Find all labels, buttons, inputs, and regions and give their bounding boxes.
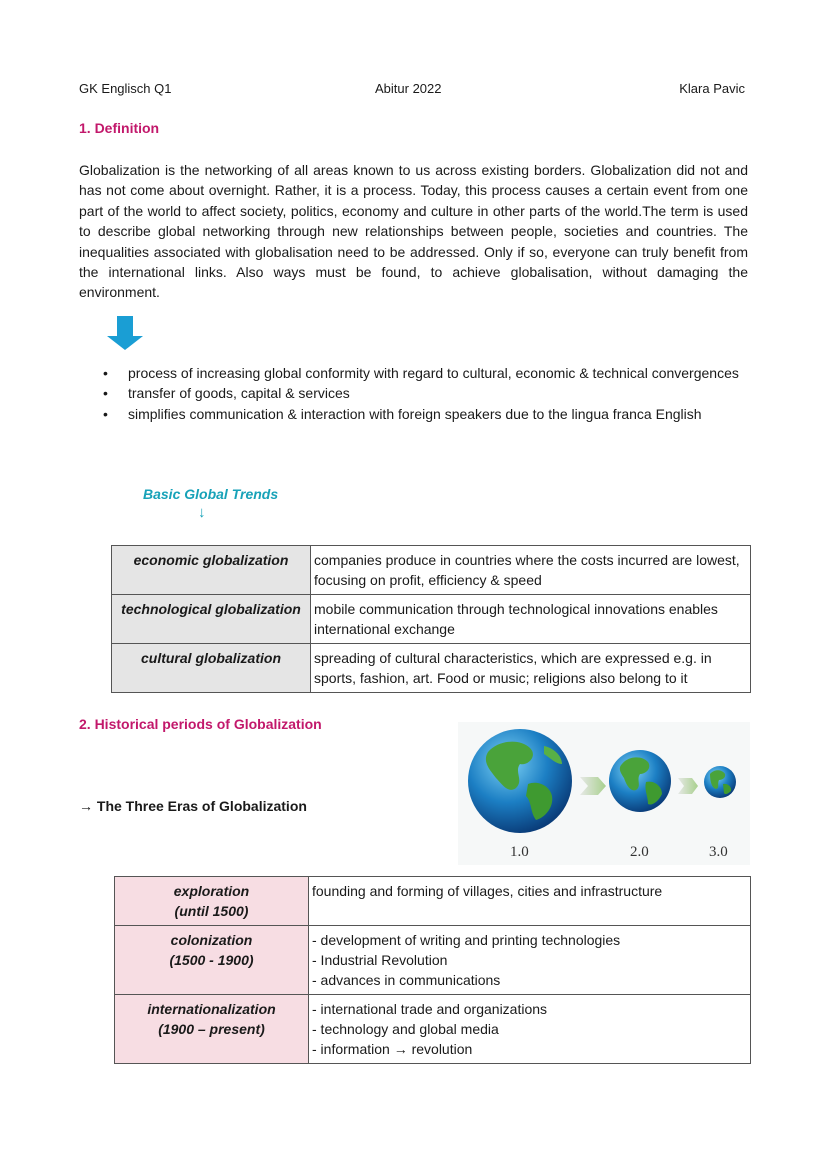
trend-key: technological globalization [112, 595, 311, 644]
era-line: - Industrial Revolution [312, 952, 448, 968]
arrow-down-icon: ↓ [198, 504, 206, 521]
definition-bullet-list [100, 363, 748, 424]
bullet-item [100, 404, 748, 424]
era-line: founding and forming of villages, cities and infrastructure [312, 883, 663, 899]
bullet-glyph: • [103, 405, 108, 422]
trend-value: spreading of cultural characteristics, which are expressed e.g. in sports, fashion, art. Food or music; religions also belong to it [311, 644, 751, 693]
bullet-text: process of increasing global conformity with regard to cultural, economic & technical convergences [128, 365, 739, 381]
trend-key: economic globalization [112, 546, 311, 595]
era-line: - advances in communications [312, 972, 501, 988]
era-line: - technology and global media [312, 1021, 499, 1037]
bullet-item [100, 363, 748, 383]
globe-icons [458, 722, 750, 865]
bullet-text: transfer of goods, capital & services [128, 385, 350, 402]
chevron-right-icon [678, 778, 698, 794]
globe-label: 2.0 [630, 844, 649, 860]
trend-value: companies produce in countries where the costs incurred are lowest, focusing on profit, efficiency & speed [311, 546, 751, 595]
era-period: (1900 – present) [158, 1021, 265, 1037]
eras-label: → The Three Eras of Globalization [79, 798, 307, 814]
era-line: - development of writing and printing technologies [312, 932, 621, 948]
era-name: exploration [173, 883, 250, 899]
globe-label: 1.0 [510, 844, 529, 860]
table-row [115, 995, 751, 1064]
header-author: Klara Pavic [679, 81, 745, 96]
bullet-glyph: • [103, 365, 108, 381]
section-title-history: 2. Historical periods of Globalization [79, 716, 322, 732]
trends-label: Basic Global Trends [143, 486, 279, 502]
trend-key: cultural globalization [112, 644, 311, 693]
globe-small-icon [704, 766, 736, 798]
chevron-right-icon [580, 777, 606, 795]
section-title-definition: 1. Definition [79, 120, 160, 136]
era-description [309, 877, 751, 926]
era-period: (1500 - 1900) [169, 952, 254, 968]
globes-illustration [458, 722, 750, 865]
trend-value: mobile communication through technological innovations enables international exchange [311, 595, 751, 644]
definition-paragraph: Globalization is the networking of all areas known to us across existing borders. Globalization did not and has not come about overnight. Rather, it is a process. Today, this process causes a certain event from one part of the world to affect society, politics, economy and culture in other parts of the world.The term is used to describe global networking through new relationships between people, societies and countries. The inequalities associated with globalisation need to be addressed. Only if so, everyone can truly benefit from the international links. Also ways must be found, to achieve globalisation, without damaging the environment. [79, 162, 748, 301]
table-row [112, 644, 751, 693]
eras-table [114, 876, 751, 1064]
table-row [112, 595, 751, 644]
table-row [115, 926, 751, 995]
era-key [115, 995, 309, 1064]
table-row [112, 546, 751, 595]
down-arrow-icon [107, 316, 143, 352]
era-period: (until 1500) [174, 903, 249, 919]
page-header [79, 81, 745, 99]
globe-large-icon [468, 729, 572, 833]
trends-table [111, 545, 751, 693]
era-name: internationalization [147, 1001, 276, 1017]
era-description [309, 995, 751, 1064]
era-line: - information → revolution [312, 1041, 473, 1057]
header-course: GK Englisch Q1 [79, 81, 172, 96]
era-description [309, 926, 751, 995]
header-exam: Abitur 2022 [375, 81, 442, 96]
era-name: colonization [170, 932, 253, 948]
era-line: - international trade and organizations [312, 1001, 548, 1017]
era-key [115, 877, 309, 926]
bullet-item [100, 383, 748, 403]
globe-label: 3.0 [709, 844, 728, 860]
bullet-glyph: • [103, 385, 108, 402]
table-row [115, 877, 751, 926]
globe-medium-icon [609, 750, 671, 812]
era-key [115, 926, 309, 995]
bullet-text: simplifies communication & interaction with foreign speakers due to the lingua franca English [128, 405, 702, 422]
